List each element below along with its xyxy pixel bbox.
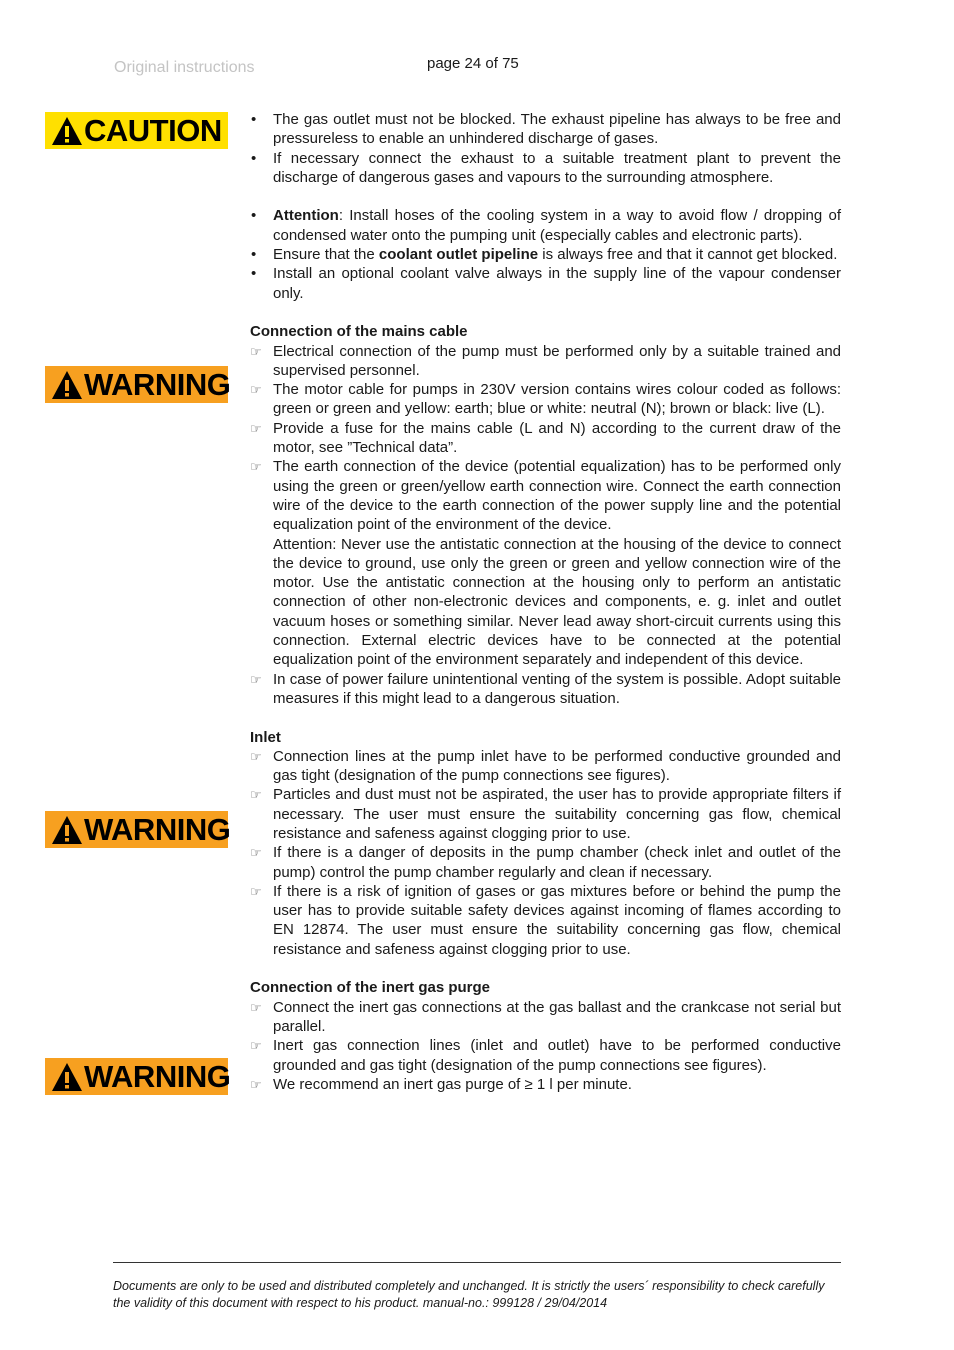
list-item: ☞ If there is a risk of ignition of gases or gas mixtures before or behind the pump the user has to provide suitable safety devices against incoming of flames according to EN 12874. The user must ensure the suitability concerning gas flow, chemical resistance and safeness against clogging prior to use. xyxy=(250,882,841,958)
list-item-attention: • Attention: Install hoses of the cooling system in a way to avoid flow / dropping of condensed water onto the pumping unit (especially cables and electronic parts). xyxy=(251,207,841,244)
pointing-hand-icon: ☞ xyxy=(250,845,262,861)
header-original-instructions: Original instructions xyxy=(114,59,255,76)
list-item: ☞ Connection lines at the pump inlet have to be performed conductive grounded and gas tight (designation of the pump connections see figures). xyxy=(250,747,841,785)
pointing-hand-icon: ☞ xyxy=(250,1076,262,1092)
section-heading-mains: Connection of the mains cable xyxy=(250,323,468,341)
pointing-hand-icon: ☞ xyxy=(250,883,262,899)
pointing-hand-icon: ☞ xyxy=(250,671,262,687)
warning-triangle-icon xyxy=(51,815,83,845)
page-number: page 24 of 75 xyxy=(427,55,519,72)
list-item-earth: ☞ The earth connection of the device (potential equalization) has to be performed only using the green or green/yellow earth connection wire. Connect the earth connection wire of the device to the earth connection of the power supply line and the potential equalization point of the environment of the device. Attention: Never use the antistatic connection at the housing of the device to connect the device to ground, use only the green or green and yellow connection wire of the motor. Use the antistatic connection at the housing only to perform an antistatic connection of other non-electronic devices and components, e. g. inlet and outlet vacuum hoses or something similar. Never lead away short-circuit currents using this connection. External electric devices have to be connected at the potential equalization point of the environment separately and independent of this device. xyxy=(250,458,841,669)
footer-disclaimer: Documents are only to be used and distributed completely and unchanged. It is strictly the users´ responsibility to check carefully the validity of this document with respect to his product. manual-no.: 999128 / 29/04/2014 xyxy=(113,1279,825,1310)
warning-triangle-icon xyxy=(51,370,83,400)
bullet-dot: • xyxy=(251,111,257,128)
pointing-hand-icon: ☞ xyxy=(250,420,262,436)
warning-triangle-icon xyxy=(51,116,83,146)
section-heading-inert-gas: Connection of the inert gas purge xyxy=(250,979,491,997)
pointing-hand-icon: ☞ xyxy=(250,459,262,475)
bullet-dot: • xyxy=(251,246,257,264)
footer-divider xyxy=(113,1262,841,1263)
list-item: ☞ Electrical connection of the pump must be performed only by a suitable trained and supervised personnel. xyxy=(250,342,841,379)
list-item: ☞ Particles and dust must not be aspirated, the user has to provide appropriate filters if necessary. The user must ensure the suitability concerning gas flow, chemical resistance and safeness against clogging prior to use. xyxy=(250,786,841,842)
bullet-dot: • xyxy=(251,207,257,225)
pointing-hand-icon: ☞ xyxy=(250,343,262,359)
pointing-hand-icon: ☞ xyxy=(250,382,262,398)
warning-badge-mains xyxy=(45,366,231,403)
list-item: ☞ Provide a fuse for the mains cable (L and N) according to the current draw of the motor, see ”Technical data”. xyxy=(250,419,841,457)
list-item: ☞ We recommend an inert gas purge of ≥ 1 l per minute. xyxy=(250,1075,632,1093)
bullet-dot: • xyxy=(251,265,257,283)
pointing-hand-icon: ☞ xyxy=(250,1038,262,1054)
warning-badge-label: WARNING xyxy=(84,811,231,847)
warning-badge-inlet xyxy=(45,811,231,848)
pointing-hand-icon: ☞ xyxy=(250,787,262,803)
list-item: ☞ The motor cable for pumps in 230V version contains wires colour coded as follows: green or green and yellow: earth; blue or white: neutral (N); brown or black: live (L). xyxy=(250,381,841,418)
list-item-coolant: • Ensure that the coolant outlet pipeline is always free and that it cannot get blocked. xyxy=(251,246,838,264)
warning-badge-label: WARNING xyxy=(84,366,231,402)
warning-badge-inert xyxy=(45,1058,231,1095)
section-heading-inlet: Inlet xyxy=(250,728,281,746)
list-item-valve: • Install an optional coolant valve always in the supply line of the vapour condenser only. xyxy=(251,265,841,302)
bullet-dot: • xyxy=(251,149,257,167)
list-item: ☞ In case of power failure unintentional venting of the system is possible. Adopt suitable measures if this might lead to a dangerous situation. xyxy=(250,670,841,707)
list-item: ☞ Inert gas connection lines (inlet and outlet) have to be performed conductive grounded and gas tight (designation of the pump connections see figures). xyxy=(250,1037,841,1074)
list-item: ☞ If there is a danger of deposits in the pump chamber (check inlet and outlet of the pump) control the pump chamber regularly and clean if necessary. xyxy=(250,844,841,881)
caution-badge xyxy=(45,112,228,149)
pointing-hand-icon: ☞ xyxy=(250,999,262,1015)
list-item: • The gas outlet must not be blocked. The exhaust pipeline has always to be free and pressureless to enable an unhindered discharge of gases. xyxy=(251,111,841,148)
warning-triangle-icon xyxy=(51,1062,83,1092)
pointing-hand-icon: ☞ xyxy=(250,748,262,764)
list-item: ☞ Connect the inert gas connections at the gas ballast and the crankcase not serial but parallel. xyxy=(250,998,841,1035)
list-item: • If necessary connect the exhaust to a suitable treatment plant to prevent the discharge of dangerous gases and vapours to the surrounding atmosphere. xyxy=(251,149,841,186)
warning-badge-label: WARNING xyxy=(84,1058,231,1094)
caution-badge-label: CAUTION xyxy=(84,112,222,148)
main-content xyxy=(250,110,841,1094)
